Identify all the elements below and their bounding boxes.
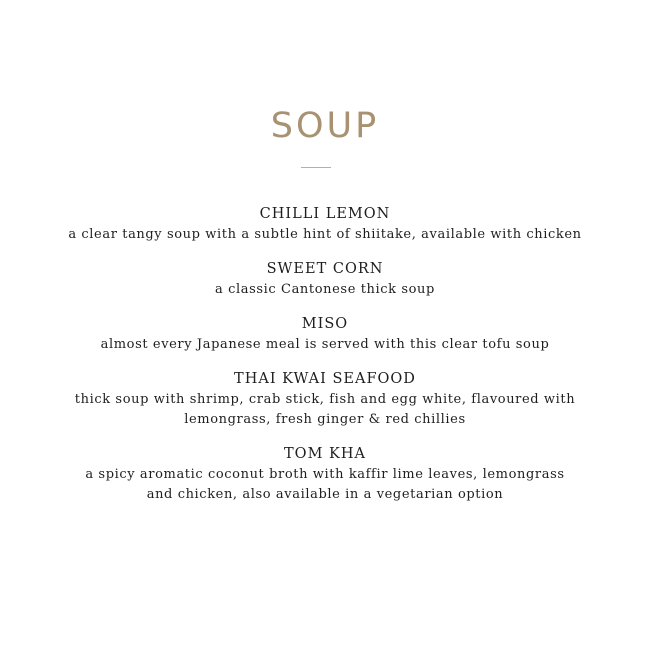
menu-item-name: TOM KHA (284, 446, 366, 462)
menu-item-name: MISO (301, 316, 349, 332)
title-divider (301, 167, 331, 168)
menu-item-miso (0, 313, 650, 355)
menu-item-description: a classic Cantonese thick soup (215, 282, 435, 297)
menu-item-name: THAI KWAI SEAFOOD (234, 371, 416, 387)
menu-item-list (0, 203, 650, 518)
menu-item-description: a clear tangy soup with a subtle hint of shiitake, available with chicken (68, 227, 582, 242)
menu-item-description: a spicy aromatic coconut broth with kaffir lime leaves, lemongrass and chicken, also available in a vegetarian option (85, 467, 565, 502)
section-title: SOUP (270, 106, 380, 146)
menu-item-description: almost every Japanese meal is served with this clear tofu soup (100, 337, 550, 352)
menu-item-description: thick soup with shrimp, crab stick, fish and egg white, flavoured with lemongrass, fresh ginger & red chillies (74, 392, 576, 427)
menu-item-thai-kwai-seafood (0, 368, 650, 430)
menu-item-name: SWEET CORN (266, 261, 384, 277)
menu-item-name: CHILLI LEMON (259, 206, 391, 222)
menu-item-chilli-lemon (0, 203, 650, 245)
menu-item-tom-kha (0, 443, 650, 505)
menu-item-sweet-corn (0, 258, 650, 300)
